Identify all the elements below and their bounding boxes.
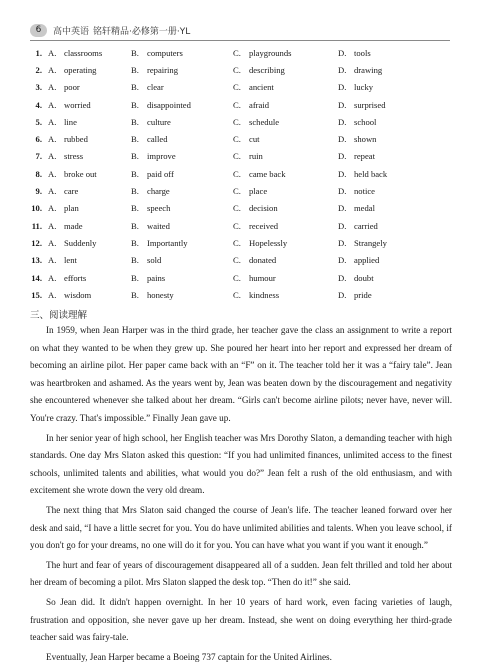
option-text: operating <box>64 64 97 75</box>
option-row <box>28 79 458 96</box>
option-b <box>131 48 233 58</box>
option-letter: A. <box>48 64 57 75</box>
option-text: Hopelessly <box>249 237 288 248</box>
option-text: cut <box>249 134 260 145</box>
option-text: pains <box>147 272 166 283</box>
option-letter: B. <box>131 220 139 231</box>
option-b <box>131 169 233 179</box>
header-divider <box>30 40 450 41</box>
option-letter: A. <box>48 151 57 162</box>
option-row <box>28 130 458 147</box>
option-d <box>338 117 438 127</box>
question-number: 8. <box>35 168 42 179</box>
option-c <box>233 255 338 265</box>
question-number: 15. <box>31 289 42 300</box>
option-letter: B. <box>131 82 139 93</box>
book-title: 高中英语 <box>53 26 90 37</box>
option-a <box>48 134 131 144</box>
option-letter: D. <box>338 116 347 127</box>
option-text: surprised <box>354 99 386 110</box>
option-text: poor <box>64 82 80 93</box>
option-text: held back <box>354 168 388 179</box>
option-letter: A. <box>48 220 57 231</box>
option-letter: D. <box>338 237 347 248</box>
option-text: clear <box>147 82 164 93</box>
option-d <box>338 134 438 144</box>
option-letter: B. <box>131 272 139 283</box>
paragraph: So Jean did. It didn't happen overnight. In her 10 years of hard work, even facing varieties of laugh, frustration and opposition, she never gave up her dream. Instead, she went on doing everything her third-grade teacher said was fairy-tale. <box>30 596 452 643</box>
option-letter: A. <box>48 168 57 179</box>
option-text: classrooms <box>64 47 103 58</box>
option-d <box>338 48 438 58</box>
option-text: sold <box>147 255 162 266</box>
option-d <box>338 65 438 75</box>
option-text: drawing <box>354 64 383 75</box>
option-text: rubbed <box>64 134 88 145</box>
option-b <box>131 134 233 144</box>
option-text: kindness <box>249 289 280 300</box>
option-text: tools <box>354 47 371 58</box>
option-letter: D. <box>338 168 347 179</box>
option-a <box>48 65 131 75</box>
option-c <box>233 151 338 161</box>
option-letter: D. <box>338 151 347 162</box>
option-d <box>338 151 438 161</box>
option-row <box>28 182 458 199</box>
option-text: doubt <box>354 272 374 283</box>
question-number: 9. <box>35 186 42 197</box>
option-text: lent <box>64 255 77 266</box>
option-text: decision <box>249 203 278 214</box>
volume-label: ·必修第一册·YL <box>129 26 191 37</box>
option-text: ruin <box>249 151 263 162</box>
question-number: 11. <box>31 220 42 231</box>
option-text: repeat <box>354 151 375 162</box>
option-text: humour <box>249 272 276 283</box>
option-text: disappointed <box>147 99 191 110</box>
option-c <box>233 186 338 196</box>
option-d <box>338 221 438 231</box>
option-letter: D. <box>338 220 347 231</box>
paragraph: In 1959, when Jean Harper was in the third grade, her teacher gave the class an assignment to write a report on what they wanted to be when they grew up. She poured her heart into her report and expressed her dream of becoming an airline pilot. Her paper came back with an “F” on it. The teacher told her it was a “fairy tale”. Jean was heartbroken and ashamed. As the years went by, Jean was beaten down by the discouragement and negativity she encountered whenever she talked about her dream. “Girls can't become airline pilots; never have, never will. You're crazy. That's impossible.” Finally Jean gave up. <box>30 325 452 423</box>
option-letter: B. <box>131 64 139 75</box>
option-text: care <box>64 186 79 197</box>
paragraph: In her senior year of high school, her English teacher was Mrs Dorothy Slaton, a demanding teacher with high standards. One day Mrs Slaton asked this question: “If you had unlimited finances, unlimited access to the finest schools, unlimited talents and abilities, what would you do?” Jean felt a rush of the old enthusiasm, and with excitement she wrote down the very old dream. <box>30 432 452 496</box>
option-c <box>233 134 338 144</box>
option-letter: B. <box>131 99 139 110</box>
option-text: shown <box>354 134 377 145</box>
option-text: notice <box>354 186 375 197</box>
option-text: medal <box>354 203 375 214</box>
option-b <box>131 186 233 196</box>
paragraph: Eventually, Jean Harper became a Boeing 737 captain for the United Airlines. <box>46 651 332 662</box>
option-letter: D. <box>338 272 347 283</box>
option-a <box>48 82 131 92</box>
option-text: honesty <box>147 289 174 300</box>
option-letter: A. <box>48 272 57 283</box>
option-text: broke out <box>64 168 97 179</box>
option-a <box>48 203 131 213</box>
option-letter: D. <box>338 203 347 214</box>
option-d <box>338 203 438 213</box>
option-a <box>48 290 131 300</box>
option-letter: C. <box>233 116 241 127</box>
option-letter: A. <box>48 255 57 266</box>
option-letter: D. <box>338 255 347 266</box>
option-row <box>28 217 458 234</box>
option-letter: C. <box>233 220 241 231</box>
option-text: received <box>249 220 279 231</box>
option-letter: C. <box>233 255 241 266</box>
option-text: culture <box>147 116 171 127</box>
option-row <box>28 61 458 78</box>
option-text: computers <box>147 47 183 58</box>
option-b <box>131 117 233 127</box>
question-number: 12. <box>31 237 42 248</box>
option-d <box>338 82 438 92</box>
option-letter: B. <box>131 116 139 127</box>
option-letter: A. <box>48 203 57 214</box>
option-letter: C. <box>233 186 241 197</box>
option-b <box>131 273 233 283</box>
question-number: 1. <box>35 47 42 58</box>
option-text: called <box>147 134 168 145</box>
option-letter: D. <box>338 186 347 197</box>
option-row <box>28 165 458 182</box>
option-letter: A. <box>48 186 57 197</box>
option-letter: A. <box>48 134 57 145</box>
paragraph: The hurt and fear of years of discouragement disappeared all of a sudden. Jean felt thrilled and told her about her dream of becoming a pilot. Mrs Slaton slapped the desk top. “Then do it!” she said. <box>30 559 452 588</box>
option-text: worried <box>64 99 91 110</box>
option-row <box>28 44 458 61</box>
option-text: Strangely <box>354 237 387 248</box>
option-row <box>28 234 458 251</box>
option-text: efforts <box>64 272 87 283</box>
option-c <box>233 82 338 92</box>
option-d <box>338 100 438 110</box>
option-letter: D. <box>338 134 347 145</box>
option-letter: C. <box>233 82 241 93</box>
option-text: carried <box>354 220 378 231</box>
option-a <box>48 273 131 283</box>
page-header <box>30 22 190 38</box>
option-letter: B. <box>131 203 139 214</box>
option-row <box>28 113 458 130</box>
option-a <box>48 255 131 265</box>
option-a <box>48 100 131 110</box>
reading-passage <box>30 322 452 668</box>
option-b <box>131 203 233 213</box>
question-number: 13. <box>31 255 42 266</box>
option-text: school <box>354 116 377 127</box>
option-c <box>233 221 338 231</box>
option-row <box>28 96 458 113</box>
series-title: 铭轩精品 <box>93 26 130 37</box>
answer-options-list <box>28 44 458 303</box>
option-letter: C. <box>233 272 241 283</box>
question-number: 7. <box>35 151 42 162</box>
option-letter: A. <box>48 289 57 300</box>
option-letter: D. <box>338 47 347 58</box>
option-letter: D. <box>338 99 347 110</box>
option-letter: C. <box>233 289 241 300</box>
option-a <box>48 151 131 161</box>
option-letter: C. <box>233 134 241 145</box>
option-text: donated <box>249 255 277 266</box>
paragraph: The next thing that Mrs Slaton said changed the course of Jean's life. The teacher leaned forward over her desk and said, “I have a little secret for you. You do have unlimited abilities and talents. When you leave school, if you don't go for your dreams, no one will do it for you. You can have what you want if you want it enough.” <box>30 504 452 551</box>
option-letter: C. <box>233 168 241 179</box>
question-number: 2. <box>35 64 42 75</box>
option-letter: B. <box>131 186 139 197</box>
option-b <box>131 238 233 248</box>
option-text: charge <box>147 186 170 197</box>
question-number: 4. <box>35 99 42 110</box>
option-letter: C. <box>233 203 241 214</box>
option-text: made <box>64 220 83 231</box>
option-c <box>233 290 338 300</box>
option-text: pride <box>354 289 372 300</box>
option-c <box>233 100 338 110</box>
option-text: playgrounds <box>249 47 292 58</box>
option-b <box>131 82 233 92</box>
option-text: speech <box>147 203 171 214</box>
option-text: describing <box>249 64 285 75</box>
option-b <box>131 65 233 75</box>
option-text: wisdom <box>64 289 92 300</box>
option-text: line <box>64 116 77 127</box>
option-c <box>233 48 338 58</box>
option-a <box>48 221 131 231</box>
option-letter: B. <box>131 134 139 145</box>
option-letter: C. <box>233 47 241 58</box>
option-row <box>28 200 458 217</box>
option-letter: D. <box>338 64 347 75</box>
option-letter: B. <box>131 289 139 300</box>
option-letter: A. <box>48 99 57 110</box>
option-a <box>48 48 131 58</box>
option-letter: C. <box>233 237 241 248</box>
option-text: repairing <box>147 64 179 75</box>
page-number: 6 <box>30 24 47 37</box>
option-text: afraid <box>249 99 270 110</box>
option-b <box>131 221 233 231</box>
question-number: 5. <box>35 116 42 127</box>
option-letter: B. <box>131 237 139 248</box>
option-c <box>233 203 338 213</box>
option-letter: A. <box>48 47 57 58</box>
option-letter: C. <box>233 151 241 162</box>
option-a <box>48 169 131 179</box>
option-text: lucky <box>354 82 374 93</box>
section-title: 三、阅读理解 <box>30 310 88 321</box>
option-letter: B. <box>131 168 139 179</box>
option-text: Importantly <box>147 237 188 248</box>
option-d <box>338 169 438 179</box>
option-letter: D. <box>338 82 347 93</box>
option-row <box>28 252 458 269</box>
option-c <box>233 273 338 283</box>
option-text: applied <box>354 255 380 266</box>
option-d <box>338 238 438 248</box>
option-row <box>28 269 458 286</box>
option-c <box>233 238 338 248</box>
option-row <box>28 148 458 165</box>
option-text: improve <box>147 151 176 162</box>
option-text: stress <box>64 151 84 162</box>
option-text: ancient <box>249 82 274 93</box>
option-letter: A. <box>48 116 57 127</box>
option-d <box>338 255 438 265</box>
question-number: 3. <box>35 82 42 93</box>
option-row <box>28 286 458 303</box>
option-letter: D. <box>338 289 347 300</box>
option-text: place <box>249 186 268 197</box>
option-text: paid off <box>147 168 174 179</box>
option-d <box>338 290 438 300</box>
option-b <box>131 255 233 265</box>
option-a <box>48 238 131 248</box>
option-c <box>233 65 338 75</box>
option-text: plan <box>64 203 79 214</box>
option-a <box>48 186 131 196</box>
option-letter: B. <box>131 151 139 162</box>
option-c <box>233 117 338 127</box>
option-letter: C. <box>233 99 241 110</box>
option-letter: B. <box>131 255 139 266</box>
option-letter: B. <box>131 47 139 58</box>
option-d <box>338 186 438 196</box>
option-letter: A. <box>48 237 57 248</box>
option-text: came back <box>249 168 286 179</box>
option-text: Suddenly <box>64 237 97 248</box>
option-letter: C. <box>233 64 241 75</box>
question-number: 10. <box>31 203 42 214</box>
option-b <box>131 151 233 161</box>
option-b <box>131 100 233 110</box>
option-text: waited <box>147 220 170 231</box>
question-number: 14. <box>31 272 42 283</box>
option-c <box>233 169 338 179</box>
option-letter: A. <box>48 82 57 93</box>
option-a <box>48 117 131 127</box>
question-number: 6. <box>35 134 42 145</box>
option-d <box>338 273 438 283</box>
option-text: schedule <box>249 116 280 127</box>
option-b <box>131 290 233 300</box>
